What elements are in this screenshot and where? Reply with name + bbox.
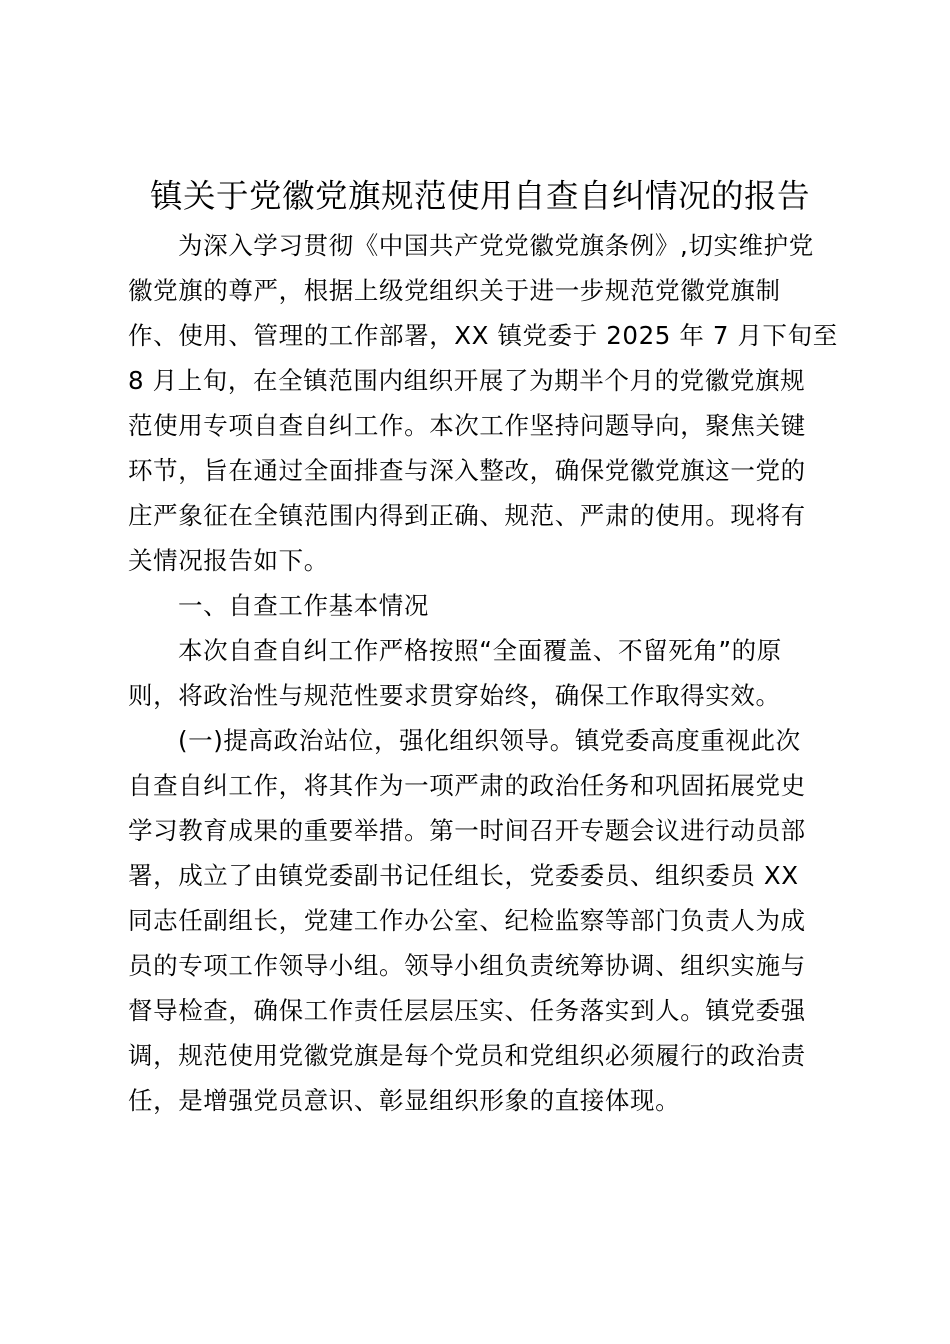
paragraph-line: 作、使用、管理的工作部署，XX 镇党委于 2025 年 7 月下旬至 — [128, 321, 838, 350]
paragraph-line: (一)提高政治站位，强化组织领导。镇党委高度重视此次 — [178, 726, 801, 755]
paragraph-line: 署，成立了由镇党委副书记任组长，党委委员、组织委员 XX — [128, 861, 799, 890]
paragraph-line: 督导检查，确保工作责任层层压实、任务落实到人。镇党委强 — [128, 996, 806, 1025]
section-heading: 一、自查工作基本情况 — [178, 591, 429, 620]
document-title: 镇关于党徽党旗规范使用自查自纠情况的报告 — [149, 177, 810, 215]
paragraph-line: 调，规范使用党徽党旗是每个党员和党组织必须履行的政治责 — [128, 1041, 806, 1070]
document-body — [128, 223, 838, 1123]
paragraph-line: 环节，旨在通过全面排查与深入整改，确保党徽党旗这一党的 — [128, 456, 806, 485]
paragraph-line: 范使用专项自查自纠工作。本次工作坚持问题导向，聚焦关键 — [128, 411, 806, 440]
paragraph-line: 学习教育成果的重要举措。第一时间召开专题会议进行动员部 — [128, 816, 806, 845]
paragraph-line: 自查自纠工作，将其作为一项严肃的政治任务和巩固拓展党史 — [128, 771, 806, 800]
paragraph-line: 8 月上旬，在全镇范围内组织开展了为期半个月的党徽党旗规 — [128, 366, 806, 395]
paragraph-line: 为深入学习贯彻《中国共产党党徽党旗条例》,切实维护党 — [178, 231, 814, 260]
paragraph-line: 本次自查自纠工作严格按照“全面覆盖、不留死角”的原 — [178, 636, 782, 665]
paragraph-line: 员的专项工作领导小组。领导小组负责统筹协调、组织实施与 — [128, 951, 806, 980]
paragraph-line: 徽党旗的尊严，根据上级党组织关于进一步规范党徽党旗制 — [128, 276, 781, 305]
paragraph-line: 任，是增强党员意识、彰显组织形象的直接体现。 — [128, 1086, 681, 1115]
paragraph-line: 同志任副组长，党建工作办公室、纪检监察等部门负责人为成 — [128, 906, 806, 935]
paragraph-line: 关情况报告如下。 — [128, 546, 329, 575]
paragraph-line: 则，将政治性与规范性要求贯穿始终，确保工作取得实效。 — [128, 681, 781, 710]
paragraph-line: 庄严象征在全镇范围内得到正确、规范、严肃的使用。现将有 — [128, 501, 806, 530]
